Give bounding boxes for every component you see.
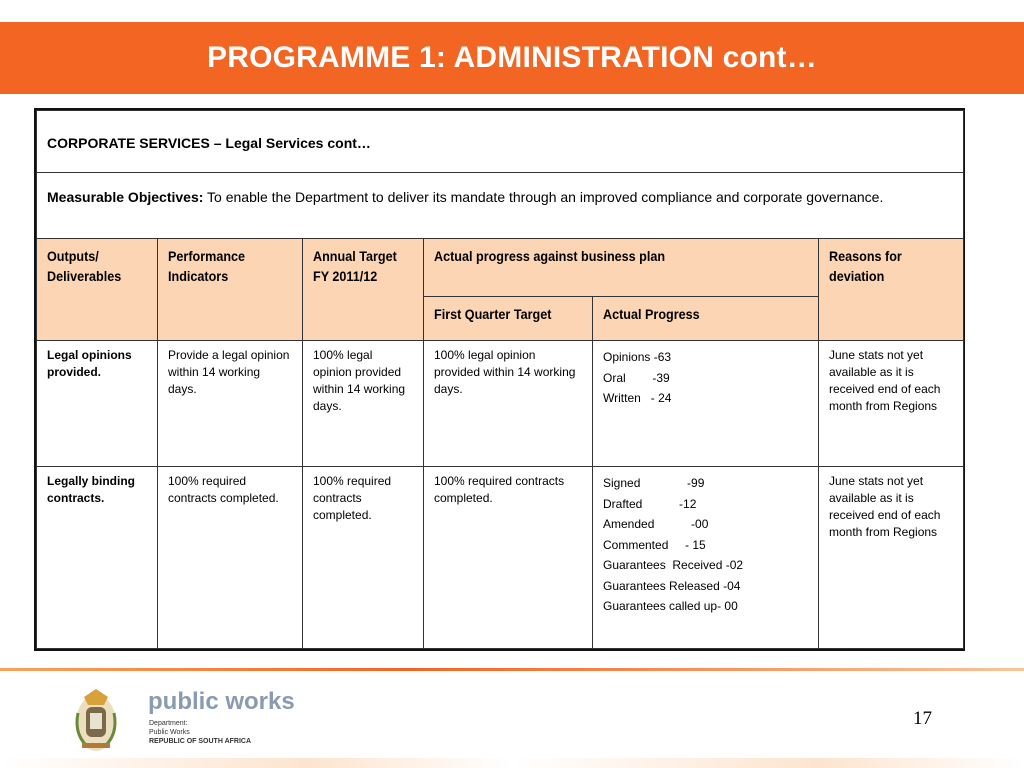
progress-line: Guarantees called up- 00 — [603, 599, 738, 613]
logo-subtitle-1: Department: — [149, 720, 188, 727]
row1-reason: June stats not yet available as it is received end of each month from Regions — [819, 341, 964, 467]
progress-line: Guarantees Released -04 — [603, 578, 741, 593]
header-reasons: Reasons for deviation — [819, 239, 964, 341]
header-actual-progress-plan: Actual progress against business plan — [424, 239, 819, 297]
row1-target: 100% legal opinion provided within 14 working days. — [303, 341, 424, 467]
progress-line: Drafted -12 — [603, 496, 697, 511]
row1-progress — [593, 341, 819, 467]
header-actual-progress: Actual Progress — [593, 297, 819, 341]
table-row — [37, 341, 964, 467]
section-title: CORPORATE SERVICES – Legal Services cont… — [37, 111, 964, 173]
progress-line: Oral -39 — [603, 370, 670, 385]
title-bar — [0, 22, 1024, 94]
logo-subtitle-3: REPUBLIC OF SOUTH AFRICA — [149, 738, 252, 745]
header-outputs: Outputs/ Deliverables — [37, 239, 158, 341]
objectives-label: Measurable Objectives: — [47, 189, 204, 205]
header-first-quarter: First Quarter Target — [424, 297, 593, 341]
row2-progress — [593, 467, 819, 649]
row2-reason: June stats not yet available as it is received end of each month from Regions — [819, 467, 964, 649]
logo-wordmark: public works — [148, 688, 295, 715]
legal-services-table — [34, 108, 965, 651]
table-row — [37, 467, 964, 649]
header-annual-target: Annual Target FY 2011/12 — [303, 239, 424, 341]
row1-first-quarter: 100% legal opinion provided within 14 working days. — [424, 341, 593, 467]
row2-output: Legally binding contracts. — [37, 467, 158, 649]
row2-first-quarter: 100% required contracts completed. — [424, 467, 593, 649]
progress-line: Guarantees Received -02 — [603, 558, 744, 572]
progress-line: Written - 24 — [603, 391, 672, 405]
footer-divider — [0, 668, 1024, 671]
header-indicators: Performance Indicators — [158, 239, 303, 341]
row2-indicator: 100% required contracts completed. — [158, 467, 303, 649]
objectives-text: To enable the Department to deliver its mandate through an improved compliance and corporate governance. — [203, 189, 884, 205]
progress-line: Opinions -63 — [603, 350, 672, 364]
progress-line: Commented - 15 — [603, 537, 706, 552]
footer-strip — [0, 758, 1024, 768]
progress-line: Signed -99 — [603, 476, 705, 490]
progress-line: Amended -00 — [603, 517, 709, 531]
public-works-logo — [68, 683, 298, 755]
slide-title: PROGRAMME 1: ADMINISTRATION cont… — [207, 41, 817, 74]
logo-subtitle-2: Public Works — [149, 729, 190, 736]
row2-target: 100% required contracts completed. — [303, 467, 424, 649]
coat-of-arms-icon — [76, 689, 116, 751]
page-number: 17 — [913, 708, 932, 729]
row1-output: Legal opinions provided. — [37, 341, 158, 467]
measurable-objectives — [37, 173, 964, 239]
row1-indicator: Provide a legal opinion within 14 working days. — [158, 341, 303, 467]
